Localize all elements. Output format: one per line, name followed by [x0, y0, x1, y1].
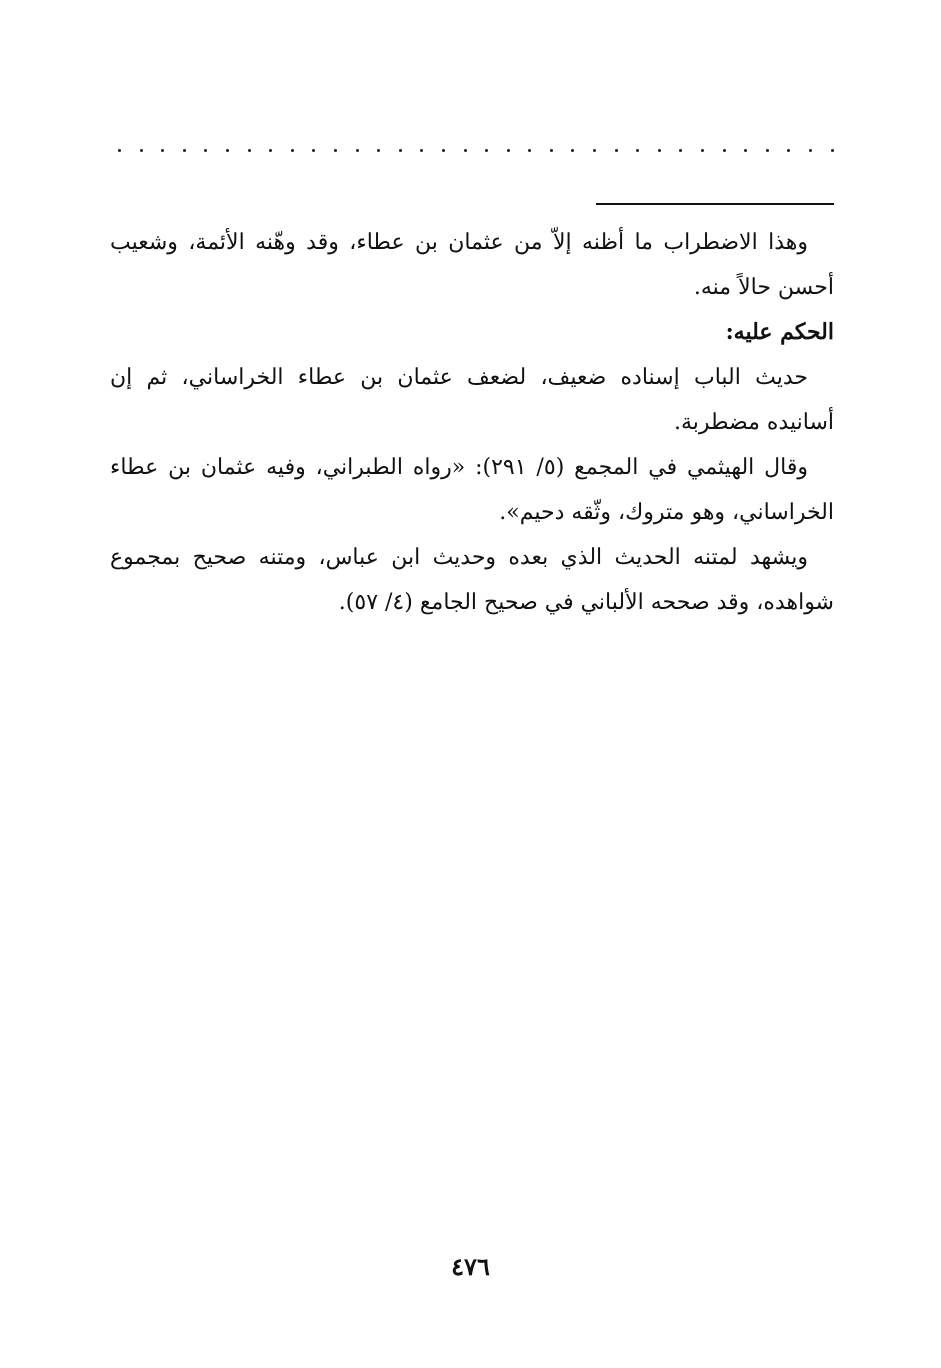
- paragraph: وهذا الاضطراب ما أظنه إلاّ من عثمان بن عطاء، وقد وهّنه الأئمة، وشعيب أحسن حالاً منه.: [110, 230, 834, 300]
- separator-dot: [831, 149, 834, 152]
- separator-dot: [291, 149, 294, 152]
- separator-dot: [550, 149, 553, 152]
- separator-dot: [204, 149, 207, 152]
- separator-dot: [442, 149, 445, 152]
- separator-dot: [399, 149, 402, 152]
- separator-dot: [420, 149, 423, 152]
- separator-dot: [356, 149, 359, 152]
- separator-dot: [377, 149, 380, 152]
- separator-dot: [183, 149, 186, 152]
- page-number: ٤٧٦: [451, 1252, 490, 1281]
- main-text: [110, 220, 834, 625]
- separator-dot: [723, 149, 726, 152]
- separator-dot: [571, 149, 574, 152]
- separator-dot: [248, 149, 251, 152]
- section-heading: الحكم عليه:: [725, 319, 834, 345]
- dotted-separator: [118, 138, 834, 162]
- separator-dot: [658, 149, 661, 152]
- separator-dot: [312, 149, 315, 152]
- separator-dot: [226, 149, 229, 152]
- separator-dot: [766, 149, 769, 152]
- separator-dot: [809, 149, 812, 152]
- footnote-separator-line: [596, 203, 834, 205]
- separator-dot: [118, 149, 121, 152]
- paragraph: ويشهد لمتنه الحديث الذي بعده وحديث ابن عباس، ومتنه صحيح بمجموع شواهده، وقد صححه الألباني في صحيح الجامع (٤/ ٥٧).: [110, 545, 834, 615]
- separator-dot: [140, 149, 143, 152]
- separator-dot: [334, 149, 337, 152]
- separator-dot: [269, 149, 272, 152]
- separator-dot: [507, 149, 510, 152]
- separator-dot: [701, 149, 704, 152]
- separator-dot: [744, 149, 747, 152]
- separator-dot: [787, 149, 790, 152]
- separator-dot: [615, 149, 618, 152]
- paragraph: وقال الهيثمي في المجمع (٥/ ٢٩١): «رواه الطبراني، وفيه عثمان بن عطاء الخراساني، وهو متروك، وثّقه دحيم».: [110, 455, 834, 525]
- separator-dot: [528, 149, 531, 152]
- separator-dot: [161, 149, 164, 152]
- separator-dot: [679, 149, 682, 152]
- paragraph: حديث الباب إسناده ضعيف، لضعف عثمان بن عطاء الخراساني، ثم إن أسانيده مضطربة.: [110, 365, 834, 435]
- separator-dot: [485, 149, 488, 152]
- separator-dot: [593, 149, 596, 152]
- separator-dot: [636, 149, 639, 152]
- separator-dot: [464, 149, 467, 152]
